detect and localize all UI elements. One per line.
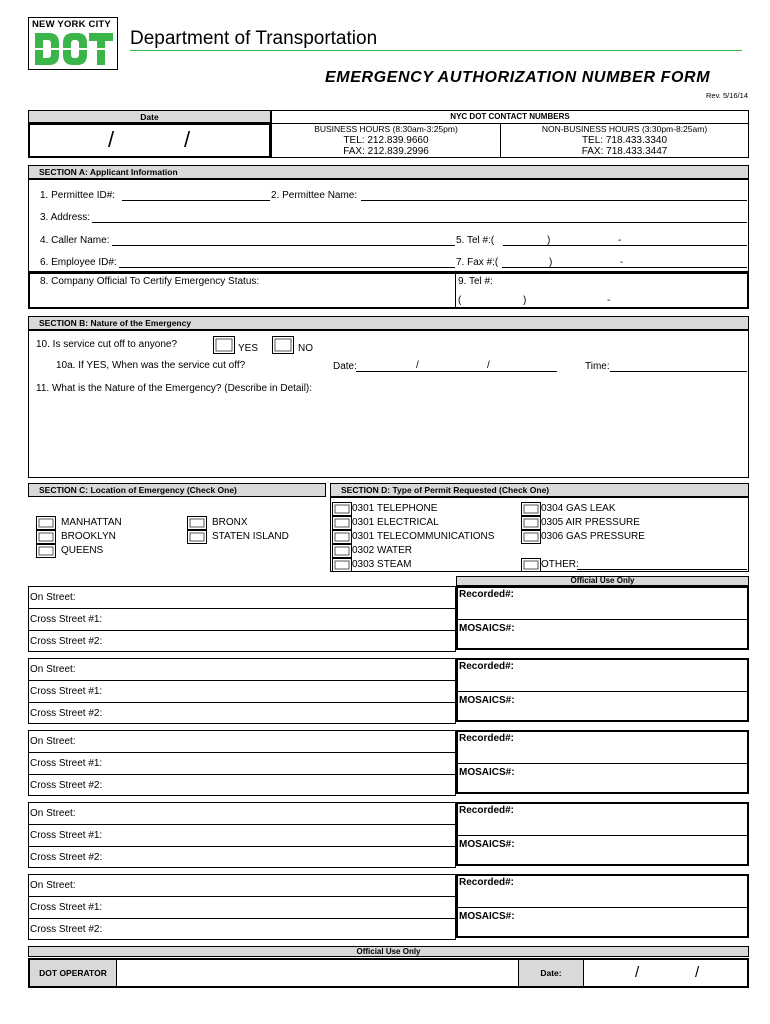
cross-street-1-field-4[interactable] xyxy=(110,826,452,845)
mosaics-label: MOSAICS#: xyxy=(459,695,515,706)
official-tel-paren-close: ) xyxy=(523,295,527,306)
cross-street-1-label: Cross Street #1: xyxy=(30,830,103,841)
recorded-label: Recorded#: xyxy=(459,589,515,600)
logo-top-text: NEW YORK CITY xyxy=(32,19,111,30)
on-street-field-2[interactable] xyxy=(100,660,452,679)
brooklyn-checkbox[interactable] xyxy=(36,530,56,544)
gas-leak-checkbox[interactable] xyxy=(521,502,541,516)
electrical-label: 0301 ELECTRICAL xyxy=(352,517,439,528)
other-field[interactable] xyxy=(577,569,747,570)
official-tel-label: 9. Tel #: xyxy=(458,276,493,287)
section-b-header: SECTION B: Nature of the Emergency xyxy=(28,316,749,330)
mosaics-field-1[interactable] xyxy=(520,621,746,648)
on-street-label: On Street: xyxy=(30,808,76,819)
address-field[interactable] xyxy=(92,222,747,223)
section-d-header: SECTION D: Type of Permit Requested (Check One) xyxy=(330,483,749,497)
dot-logo xyxy=(28,17,118,70)
header-rule xyxy=(130,50,742,51)
air-pressure-label: 0305 AIR PRESSURE xyxy=(541,517,640,528)
mosaics-label: MOSAICS#: xyxy=(459,623,515,634)
footer-date-slash-1: / xyxy=(635,964,640,981)
department-name: Department of Transportation xyxy=(130,28,378,49)
cutoff-time-field[interactable] xyxy=(610,371,747,372)
recorded-label: Recorded#: xyxy=(459,661,515,672)
gas-pressure-label: 0306 GAS PRESSURE xyxy=(541,531,645,542)
section-a-header: SECTION A: Applicant Information xyxy=(28,165,749,179)
queens-checkbox[interactable] xyxy=(36,544,56,558)
gas-leak-label: 0304 GAS LEAK xyxy=(541,503,616,514)
company-official-label: 8. Company Official To Certify Emergency Status: xyxy=(40,276,260,287)
on-street-label: On Street: xyxy=(30,664,76,675)
contact-numbers-table xyxy=(271,110,749,158)
mosaics-field-2[interactable] xyxy=(520,693,746,720)
date-slash-2: / xyxy=(184,127,191,152)
recorded-field-5[interactable] xyxy=(520,876,746,906)
recorded-field-4[interactable] xyxy=(520,804,746,834)
brooklyn-label: BROOKLYN xyxy=(61,531,116,542)
emergency-nature-question: 11. What is the Nature of the Emergency? (Describe in Detail): xyxy=(36,383,313,394)
water-label: 0302 WATER xyxy=(352,545,413,556)
on-street-field-3[interactable] xyxy=(100,732,452,751)
cutoff-date-slash-1: / xyxy=(416,360,419,371)
date-header xyxy=(28,110,271,123)
tel-dash: - xyxy=(618,235,622,246)
recorded-label: Recorded#: xyxy=(459,733,515,744)
on-street-field-4[interactable] xyxy=(100,804,452,823)
tel-label: 5. Tel #:( xyxy=(456,235,495,246)
permittee-id-field[interactable] xyxy=(122,200,270,201)
form-title: EMERGENCY AUTHORIZATION NUMBER FORM xyxy=(325,69,711,86)
cross-street-2-field-2[interactable] xyxy=(110,704,452,723)
staten-island-label: STATEN ISLAND xyxy=(212,531,289,542)
cutoff-time-label: Time: xyxy=(585,361,610,372)
yes-checkbox[interactable] xyxy=(213,336,235,354)
cross-street-1-field-3[interactable] xyxy=(110,754,452,773)
cross-street-2-field-5[interactable] xyxy=(110,920,452,939)
cross-street-2-field-3[interactable] xyxy=(110,776,452,795)
manhattan-checkbox[interactable] xyxy=(36,516,56,530)
dot-operator-field[interactable] xyxy=(117,960,518,986)
footer-date-slash-2: / xyxy=(695,964,700,981)
cutoff-date-slash-2: / xyxy=(487,360,490,371)
cross-street-1-field-1[interactable] xyxy=(110,610,452,629)
cross-street-2-label: Cross Street #2: xyxy=(30,636,103,647)
non-business-fax: FAX: 718.433.3447 xyxy=(581,146,668,157)
cross-street-1-label: Cross Street #1: xyxy=(30,902,103,913)
mosaics-label: MOSAICS#: xyxy=(459,839,515,850)
business-tel: TEL: 212.839.9660 xyxy=(343,135,429,146)
bronx-label: BRONX xyxy=(212,517,248,528)
section-a-box xyxy=(28,179,749,272)
electrical-checkbox[interactable] xyxy=(332,516,352,530)
no-label: NO xyxy=(298,343,313,354)
non-business-hours: NON-BUSINESS HOURS (3:30pm-8:25am) xyxy=(541,124,708,134)
cross-street-2-label: Cross Street #2: xyxy=(30,708,103,719)
official-tel-paren-open: ( xyxy=(458,295,462,306)
steam-checkbox[interactable] xyxy=(332,558,352,572)
caller-name-field[interactable] xyxy=(112,245,455,246)
non-business-tel: TEL: 718.433.3340 xyxy=(581,135,668,146)
recorded-label: Recorded#: xyxy=(459,877,515,888)
cutoff-when-question: 10a. If YES, When was the service cut off? xyxy=(56,360,246,371)
mosaics-field-5[interactable] xyxy=(520,909,746,936)
recorded-label: Recorded#: xyxy=(459,805,515,816)
address-label: 3. Address: xyxy=(40,212,91,223)
emergency-description-area[interactable] xyxy=(32,398,744,474)
section-c-header: SECTION C: Location of Emergency (Check One) xyxy=(28,483,326,497)
footer-official-use-header: Official Use Only xyxy=(28,946,749,957)
permittee-name-label: 2. Permittee Name: xyxy=(271,190,358,201)
cross-street-2-label: Cross Street #2: xyxy=(30,780,103,791)
date-label: Date xyxy=(140,112,159,122)
mosaics-field-4[interactable] xyxy=(520,837,746,864)
business-fax: FAX: 212.839.2996 xyxy=(343,146,429,157)
dot-logo-mark-icon xyxy=(33,31,115,67)
employee-id-field[interactable] xyxy=(119,267,455,268)
permittee-id-label: 1. Permittee ID#: xyxy=(40,190,116,201)
air-pressure-checkbox[interactable] xyxy=(521,516,541,530)
date-field[interactable] xyxy=(28,123,271,158)
permittee-name-field[interactable] xyxy=(361,200,747,201)
no-checkbox[interactable] xyxy=(272,336,294,354)
contact-title: NYC DOT CONTACT NUMBERS xyxy=(450,112,570,121)
on-street-field-1[interactable] xyxy=(100,588,452,607)
telecommunications-checkbox[interactable] xyxy=(332,530,352,544)
business-hours: BUSINESS HOURS (8:30am-3:25pm) xyxy=(314,124,458,134)
steam-label: 0303 STEAM xyxy=(352,559,412,570)
mosaics-label: MOSAICS#: xyxy=(459,767,515,778)
fax-paren: ) xyxy=(549,257,553,268)
other-checkbox[interactable] xyxy=(521,558,541,572)
dot-operator-cell xyxy=(30,960,117,986)
mosaics-label: MOSAICS#: xyxy=(459,911,515,922)
water-checkbox[interactable] xyxy=(332,544,352,558)
official-tel-dash: - xyxy=(607,295,611,306)
fax-label: 7. Fax #:( xyxy=(456,257,499,268)
tel-paren: ) xyxy=(547,235,551,246)
cross-street-1-field-5[interactable] xyxy=(110,898,452,917)
recorded-field-1[interactable] xyxy=(520,588,746,618)
footer-date-cell xyxy=(518,960,584,986)
gas-pressure-checkbox[interactable] xyxy=(521,530,541,544)
recorded-field-3[interactable] xyxy=(520,732,746,762)
telephone-checkbox[interactable] xyxy=(332,502,352,516)
footer-date-field[interactable] xyxy=(583,960,747,986)
cutoff-date-field[interactable] xyxy=(356,371,557,372)
on-street-field-5[interactable] xyxy=(100,876,452,895)
staten-island-checkbox[interactable] xyxy=(187,530,207,544)
telecommunications-label: 0301 TELECOMMUNICATIONS xyxy=(352,531,495,542)
dot-operator-label: DOT OPERATOR xyxy=(39,968,107,978)
cross-street-1-field-2[interactable] xyxy=(110,682,452,701)
cross-street-2-label: Cross Street #2: xyxy=(30,852,103,863)
queens-label: QUEENS xyxy=(61,545,104,556)
fax-field[interactable] xyxy=(502,267,747,268)
revision-date: Rev. 5/16/14 xyxy=(706,91,748,100)
service-cutoff-question: 10. Is service cut off to anyone? xyxy=(36,339,178,350)
cross-street-1-label: Cross Street #1: xyxy=(30,614,103,625)
manhattan-label: MANHATTAN xyxy=(61,517,122,528)
on-street-label: On Street: xyxy=(30,736,76,747)
on-street-label: On Street: xyxy=(30,592,76,603)
mosaics-field-3[interactable] xyxy=(520,765,746,792)
yes-label: YES xyxy=(238,343,259,354)
fax-dash: - xyxy=(620,257,624,268)
cross-street-1-label: Cross Street #1: xyxy=(30,686,103,697)
other-label: OTHER: xyxy=(541,559,579,570)
recorded-field-2[interactable] xyxy=(520,660,746,690)
caller-name-label: 4. Caller Name: xyxy=(40,235,110,246)
employee-id-label: 6. Employee ID#: xyxy=(40,257,117,268)
on-street-label: On Street: xyxy=(30,880,76,891)
cross-street-2-label: Cross Street #2: xyxy=(30,924,103,935)
cross-street-2-field-1[interactable] xyxy=(110,632,452,651)
cross-street-2-field-4[interactable] xyxy=(110,848,452,867)
cutoff-date-label: Date: xyxy=(333,361,357,372)
cross-street-1-label: Cross Street #1: xyxy=(30,758,103,769)
footer-date-label: Date: xyxy=(540,968,562,978)
telephone-label: 0301 TELEPHONE xyxy=(352,503,438,514)
bronx-checkbox[interactable] xyxy=(187,516,207,530)
official-use-header: Official Use Only xyxy=(456,576,749,586)
date-slash-1: / xyxy=(108,127,115,152)
tel-field[interactable] xyxy=(503,245,747,246)
